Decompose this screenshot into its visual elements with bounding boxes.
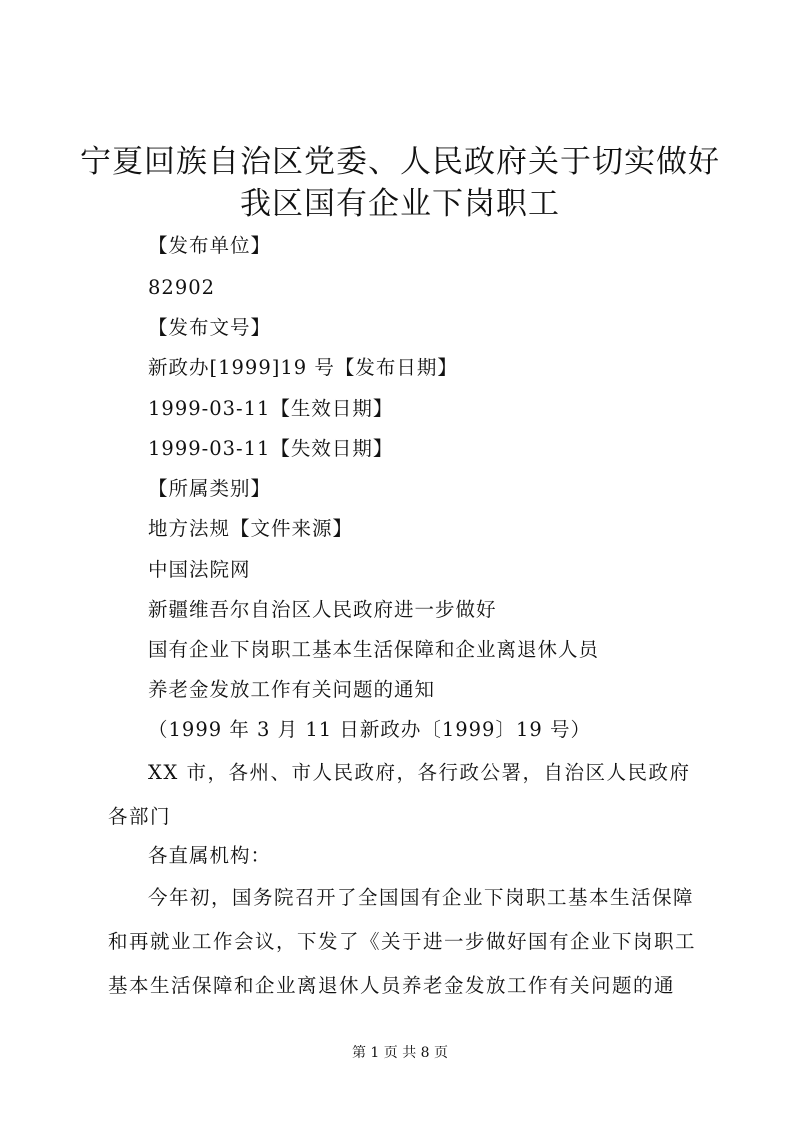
body-paragraph <box>108 885 708 1017</box>
meta-line: （1999 年 3 月 11 日新政办〔1999〕19 号） <box>148 718 591 741</box>
meta-line: 1999-03-11【失效日期】 <box>148 437 394 460</box>
meta-line: 82902 <box>148 276 216 299</box>
addressee-line-2: 各部门 <box>108 805 172 828</box>
meta-line: 新疆维吾尔自治区人民政府进一步做好 <box>148 598 497 621</box>
meta-line: 地方法规【文件来源】 <box>148 517 354 540</box>
addressee-continued: 各直属机构： <box>148 844 272 867</box>
body-line-2: 和再就业工作会议，下发了《关于进一步做好国有企业下岗职工 <box>108 930 697 953</box>
meta-line: 中国法院网 <box>148 558 251 581</box>
document-title-line-1: 宁夏回族自治区党委、人民政府关于切实做好 <box>80 144 720 180</box>
meta-line: 养老金发放工作有关问题的通知 <box>148 678 436 701</box>
addressee-paragraph <box>108 760 708 848</box>
body-line-3: 基本生活保障和企业离退休人员养老金发放工作有关问题的通 <box>108 974 676 997</box>
page-footer: 第 1 页 共 8 页 <box>351 1045 449 1061</box>
meta-line: 新政办[1999]19 号【发布日期】 <box>148 356 458 379</box>
meta-line: 1999-03-11【生效日期】 <box>148 397 394 420</box>
body-line-1: 今年初，国务院召开了全国国有企业下岗职工基本生活保障 <box>148 886 695 909</box>
addressee-line-1: XX 市，各州、市人民政府，各行政公署，自治区人民政府 <box>148 761 691 784</box>
meta-line: 【发布文号】 <box>148 316 272 339</box>
meta-line: 【所属类别】 <box>148 477 272 500</box>
document-title-line-2: 我区国有企业下岗职工 <box>240 186 560 222</box>
meta-line: 【发布单位】 <box>148 234 272 257</box>
meta-line: 国有企业下岗职工基本生活保障和企业离退休人员 <box>148 638 600 661</box>
